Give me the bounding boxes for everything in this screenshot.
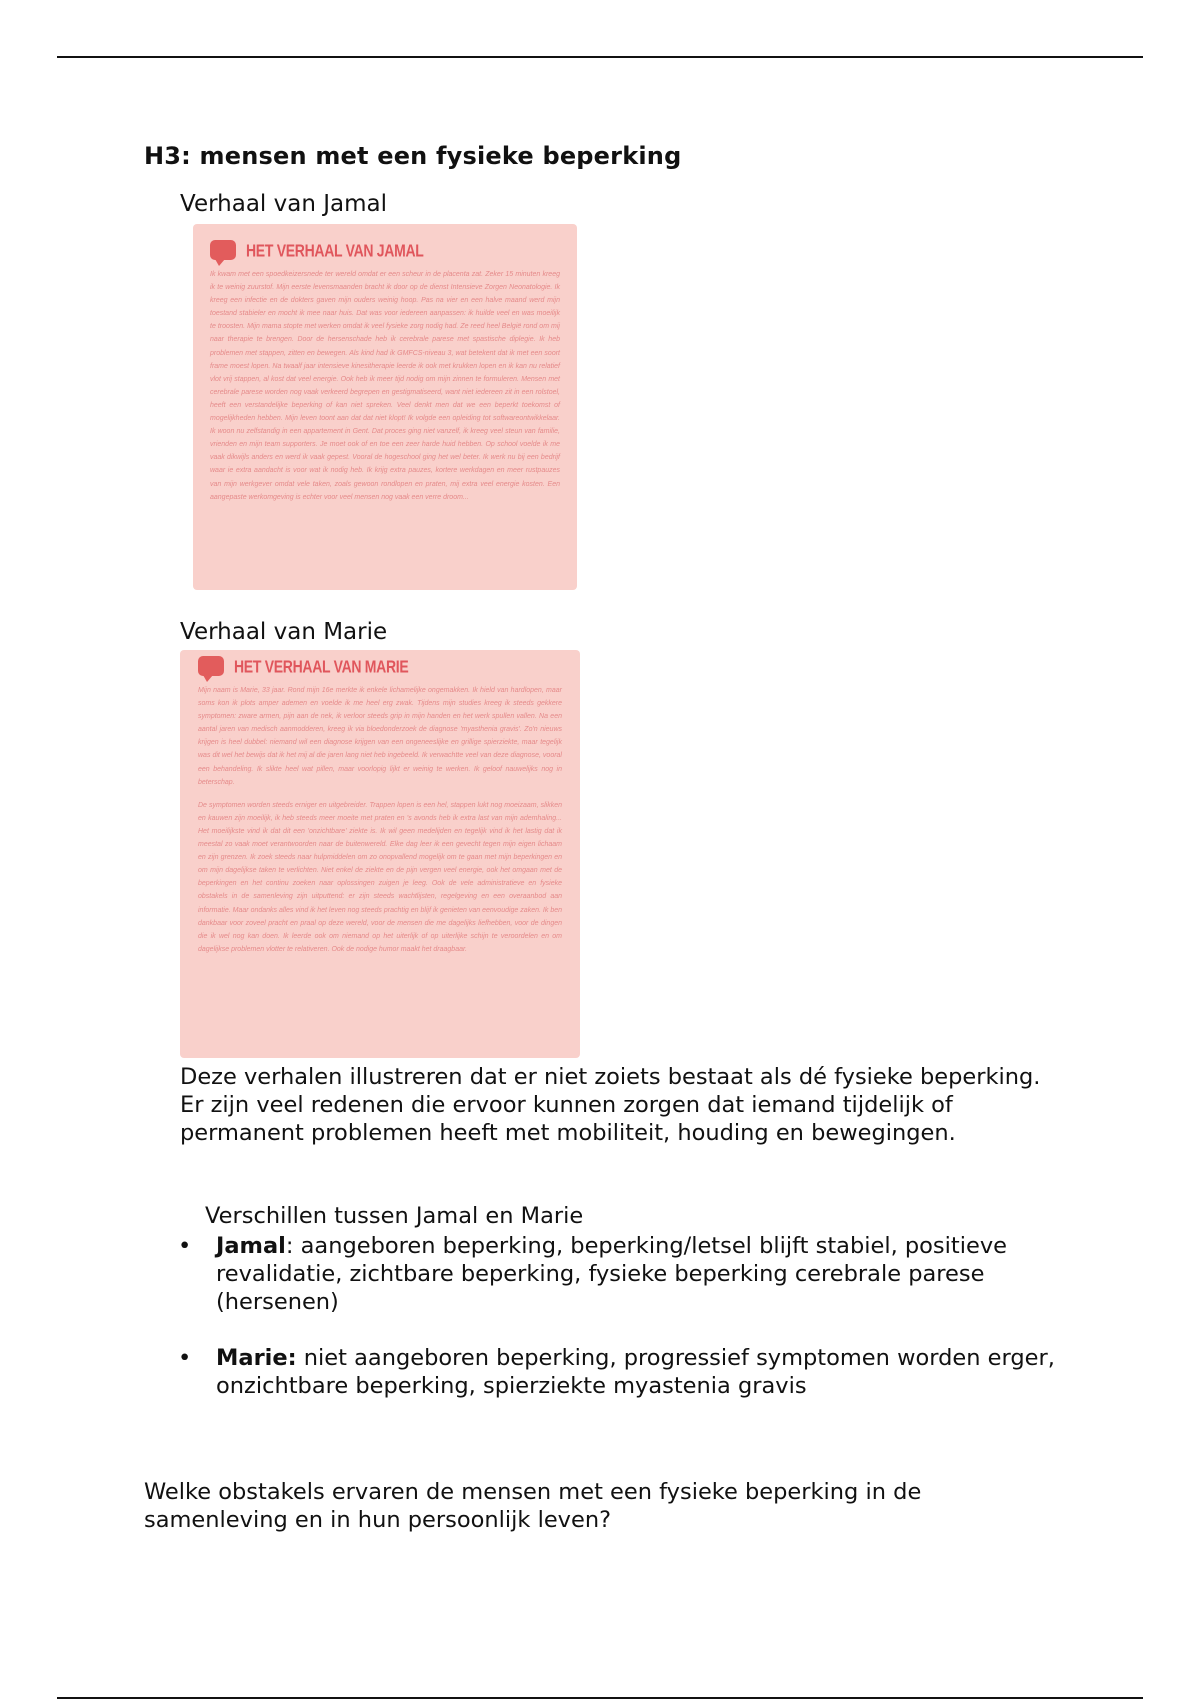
list-item	[178, 1344, 1078, 1400]
item-text: : aangeboren beperking, beperking/letsel blijft stabiel, positieve revalidatie, zichtbare beperking, fysieke beperking cerebrale parese (hersenen)	[216, 1233, 1007, 1315]
item-name: Marie:	[216, 1345, 297, 1371]
story-card-marie	[180, 650, 580, 1058]
paragraph-line: Deze verhalen illustreren dat er niet zoiets bestaat als dé fysieke beperking.	[180, 1064, 1041, 1090]
item-name: Jamal	[216, 1233, 286, 1259]
card-header-marie	[198, 656, 562, 676]
question-text: Welke obstakels ervaren de mensen met een fysieke beperking in de samenleving en in hun persoonlijk leven?	[144, 1479, 922, 1533]
card-paragraph: Mijn naam is Marie, 33 jaar. Rond mijn 16e merkte ik enkele lichamelijke ongemakken. Ik hield van hardlopen, maar soms kon ik plots amper ademen en voelde ik me heel erg zwak. Tijdens mijn studies kreeg ik steeds gekkere symptomen: zware armen, pijn aan de nek, ik verloor steeds grip in mijn handen en het werk spullen vallen. Na een aantal jaren van medisch aanmodderen, kreeg ik via bloedonderzoek de diagnose 'myasthenia gravis'. Zo'n nieuws krijgen is heel dubbel: niemand wil een diagnose krijgen van een ongeneeslijke en grillige spierziekte, maar tegelijk was dit wel het bewijs dat ik het mij al die jaren lang niet heb ingebeeld. Ik verwachtte veel van deze diagnose, vooral een behandeling. Ik slikte heel wat pillen, maar voorlopig lijkt er weinig te werken. Ik geloof nauwelijks nog in beterschap.	[198, 687, 562, 786]
card-paragraph: De symptomen worden steeds erniger en uitgebreider. Trappen lopen is een hel, stappen lukt nog moeizaam, slikken en kauwen zijn moeilijk, ik heb steeds meer moeite met praten en 's avonds heb ik extra last van mijn ademhaling... Het moeilijkste vind ik dat dit een 'onzichtbare' ziekte is. Ik wil geen medelijden en tegelijk vind ik het lastig dat ik meestal zo vaak moet verantwoorden naar de buitenwereld. Elke dag leer ik een gevecht tegen mijn eigen lichaam en zijn grenzen. Ik zoek steeds naar hulpmiddelen om zo onopvallend mogelijk om te gaan met mijn beperkingen en om mijn dagelijkse taken te verlichten. Niet enkel de ziekte en de pijn vergen veel energie, ook het omgaan met de beperkingen en het continu zoeken naar oplossingen zuigen je leeg. Ook de vele administratieve en fysieke obstakels in de samenleving zijn uitputtend: er zijn steeds wachtlijsten, regelgeving en een overaanbod aan informatie. Maar ondanks alles vind ik het leven nog steeds prachtig en blijf ik genieten van eenvoudige zaken. Ik ben dankbaar voor zoveel pracht en praal op deze wereld, voor de mensen die me dagelijks liefhebben, voor de dingen die ik wel nog kan doen. Ik leerde ook om niemand op het uiterlijk of op uiterlijke schijn te veroordelen en om dagelijkse problemen vlotter te relativeren. Ook de nodige humor maakt het draagbaar.	[198, 801, 562, 953]
speech-bubble-icon	[210, 240, 236, 260]
card-header-jamal	[210, 240, 560, 260]
differences-title: Verschillen tussen Jamal en Marie	[205, 1203, 584, 1229]
card-title-jamal: HET VERHAAL VAN JAMAL	[246, 240, 424, 260]
story-card-jamal	[193, 224, 577, 590]
paragraph-line: Er zijn veel redenen die ervoor kunnen zorgen dat iemand tijdelijk of permanent problemen heeft met mobiliteit, houding en bewegingen.	[180, 1092, 956, 1146]
item-text: niet aangeboren beperking, progressief symptomen worden erger, onzichtbare beperking, spierziekte myastenia gravis	[216, 1345, 1055, 1399]
list-item	[178, 1232, 1078, 1316]
bottom-rule	[57, 1697, 1143, 1699]
section-heading: H3: mensen met een fysieke beperking	[144, 142, 682, 170]
card-text-jamal	[210, 268, 560, 504]
card-text-marie	[198, 684, 562, 956]
bullet-icon: •	[178, 1233, 192, 1259]
card-paragraph: Ik kwam met een spoedkeizersnede ter wereld omdat er een scheur in de placenta zat. Zeker 15 minuten kreeg ik te weinig zuurstof. Mijn eerste levensmaanden bracht ik door op de dienst Intensieve Zorgen Neonatologie. Ik kreeg een infectie en de dokters gaven mijn ouders weinig hoop. Pas na vier en een halve maand werd mijn toestand stabieler en mocht ik mee naar huis. Dat was voor iedereen aanpassen: ik huilde veel en was moeilijk te troosten. Mijn mama stopte met werken omdat ik veel fysieke zorg nodig had. Ze reed heel België rond om mij naar therapie te brengen. Door de hersenschade heb ik cerebrale parese met spastische diplegie. Ik heb problemen met stappen, zitten en bewegen. Als kind had ik GMFCS-niveau 3, wat betekent dat ik met een soort frame moest lopen. Na twaalf jaar intensieve kinesitherapie leerde ik ook met krukken lopen en ik kan nu relatief vlot vrij stappen, al kost dat veel energie. Ook heb ik meer tijd nodig om mijn zinnen te formuleren. Mensen met cerebrale parese worden nog vaak verkeerd begrepen en gestigmatiseerd, want niet iedereen zit in een rolstoel, heeft een verstandelijke beperking of kan niet spreken. Veel denkt men dat we een beperkt toekomst of mogelijkheden hebben. Mijn leven toont aan dat dat niet klopt! Ik volgde een opleiding tot softwareontwikkelaar. Ik woon nu zelfstandig in een appartement in Gent. Dat proces ging niet vanzelf, ik kreeg veel steun van familie, vrienden en mijn team supporters. Je moet ook of en toe een zeer harde huid hebben. Op school voelde ik me vaak dikwijls anders en werd ik vaak gepest. Vooral de hogeschool ging het wel beter. Ik werk nu bij een bedrijf waar ie extra aandacht is voor wat ik nodig heb. Ik krijg extra pauzes, kortere werkdagen en meer rustpauzes van mijn werkgever omdat vele taken, zoals gewoon rondlopen en praten, mij extra veel energie kosten. Een aangepaste werkomgeving is echter voor veel mensen nog vaak een verre droom...	[210, 271, 560, 501]
bullet-icon: •	[178, 1345, 192, 1371]
intro-paragraph	[180, 1063, 1060, 1147]
top-rule	[57, 56, 1143, 58]
caption-marie: Verhaal van Marie	[180, 619, 388, 645]
speech-bubble-icon	[198, 656, 224, 676]
differences-list	[178, 1232, 1078, 1428]
card-title-marie: HET VERHAAL VAN MARIE	[234, 656, 409, 676]
caption-jamal: Verhaal van Jamal	[180, 191, 387, 217]
